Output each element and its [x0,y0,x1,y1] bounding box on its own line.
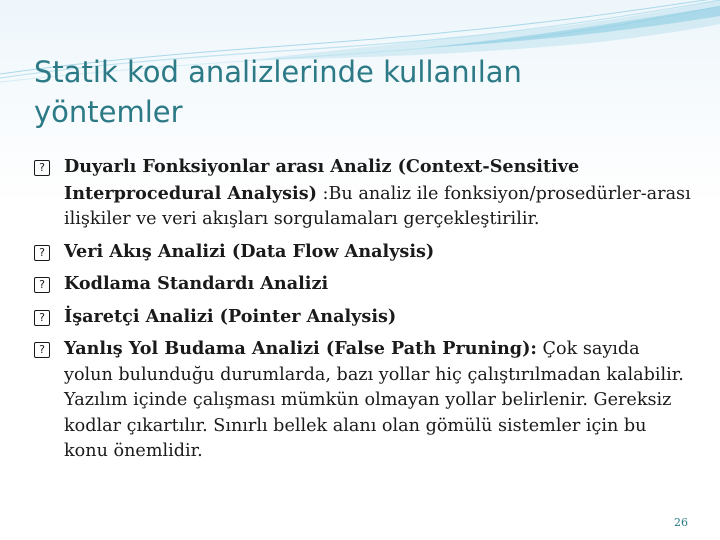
list-item [34,154,694,233]
list-item-text: Çok sayıda yolun bulunduğu durumlarda, bazı yollar hiç çalıştırılmadan kalabilir. Yazılım içinde çalışması mümkün olmayan yollar belirlenir. Gereksiz kodlar çıkartılır. Sınırlı bellek alanı olan gömülü sistemler için bu konu önemlidir. [64,339,684,461]
bullet-list [34,154,694,471]
list-item-heading: İşaretçi Analizi (Pointer Analysis) [64,305,397,327]
list-item [34,304,694,331]
bullet-box-icon: ? [34,310,50,326]
bullet-box-icon: ? [34,342,50,358]
list-item [34,336,694,465]
list-item [34,271,694,298]
bullet-box-icon: ? [34,277,50,293]
list-item-heading: Duyarlı Fonksiyonlar arası Analiz (Context-Sensitive Interprocedural Analysis) [64,156,580,204]
bullet-box-icon: ? [34,245,50,261]
bullet-box-icon: ? [34,160,50,176]
list-item-heading: Kodlama Standardı Analizi [64,273,329,294]
slide-title: Statik kod analizlerinde kullanılan yöntemler [34,55,522,129]
list-item-heading: Yanlış Yol Budama Analizi (False Path Pruning): [64,338,537,359]
list-item-heading: Veri Akış Analizi (Data Flow Analysis) [64,240,435,262]
page-number: 26 [674,516,688,529]
list-item [34,239,694,266]
list-item-text: :Bu analiz ile fonksiyon/prosedürler-arası ilişkiler ve veri akışları sorgulamaları gerçekleştirilir. [64,183,691,229]
